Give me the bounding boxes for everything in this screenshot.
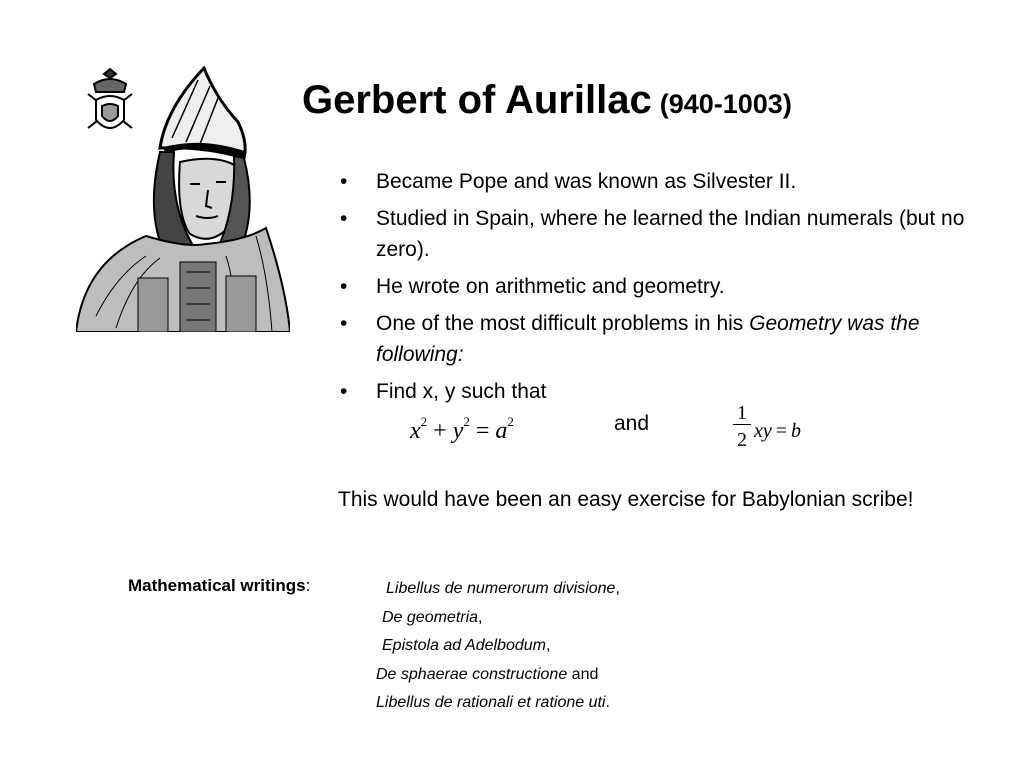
- work-suffix: and: [567, 666, 599, 683]
- work-item: [376, 666, 598, 684]
- work-item: [386, 580, 620, 598]
- bullet-text: Studied in Spain, where he learned the Indian numerals (but no zero).: [376, 207, 965, 261]
- eq-var-xy: xy: [754, 420, 772, 442]
- bullet-item: [338, 166, 978, 197]
- eq-plus: +: [433, 418, 447, 444]
- bullet-icon: •: [340, 312, 348, 335]
- slide-title: [302, 78, 792, 123]
- bullet-text: He wrote on arithmetic and geometry.: [376, 275, 725, 298]
- bullet-item: [338, 376, 978, 407]
- work-item: [382, 609, 483, 627]
- work-title: Epistola ad Adelbodum: [382, 637, 546, 654]
- work-title: Libellus de rationali et ratione uti: [376, 694, 606, 711]
- eq-var-y: y: [452, 418, 464, 444]
- title-years: (940-1003): [659, 89, 792, 119]
- babylonian-note: This would have been an easy exercise for Babylonian scribe!: [338, 488, 914, 511]
- work-item: [382, 637, 550, 655]
- eq-exponent: 2: [420, 414, 428, 429]
- equation-circle: [410, 414, 514, 445]
- eq-equals: =: [775, 420, 788, 442]
- work-suffix: ,: [615, 580, 620, 597]
- bullet-icon: •: [340, 207, 348, 230]
- bullet-icon: •: [340, 275, 348, 298]
- bullet-item: [338, 308, 978, 370]
- equation-fraction: [733, 402, 751, 451]
- work-suffix: ,: [478, 609, 483, 626]
- bullet-text: One of the most difficult problems in his: [376, 312, 750, 335]
- work-suffix: ,: [545, 637, 551, 654]
- eq-var-a: a: [495, 418, 508, 444]
- bullet-italic-text: Geometry was the following:: [376, 312, 920, 366]
- bullet-list: [338, 166, 978, 413]
- portrait-engraving: [76, 66, 290, 332]
- papal-arms-icon: [88, 69, 132, 128]
- and-text: and: [614, 412, 650, 435]
- bullet-icon: •: [340, 380, 348, 403]
- work-title: Libellus de numerorum divisione: [386, 580, 616, 597]
- eq-exponent: 2: [507, 414, 514, 429]
- writings-colon: :: [305, 576, 311, 595]
- bullet-text: Became Pope and was known as Silvester II.: [376, 170, 797, 193]
- bullet-item: [338, 203, 978, 265]
- work-item: [376, 694, 610, 712]
- eq-equals: =: [475, 418, 490, 444]
- fraction-denominator: 2: [737, 429, 747, 451]
- fraction-numerator: 1: [733, 402, 751, 425]
- eq-exponent: 2: [463, 414, 470, 429]
- equation-area: [754, 420, 801, 443]
- work-title: De sphaerae constructione: [376, 666, 568, 683]
- work-title: De geometria: [382, 609, 479, 626]
- writings-heading: Mathematical writings: [128, 576, 306, 595]
- bullet-item: [338, 271, 978, 302]
- eq-var-b: b: [791, 420, 802, 442]
- writings-label: [128, 576, 310, 596]
- title-text: Gerbert of Aurillac: [302, 78, 652, 122]
- bullet-text: Find x, y such that: [376, 380, 547, 403]
- bullet-icon: •: [340, 170, 348, 193]
- work-suffix: .: [605, 694, 610, 711]
- eq-var-x: x: [410, 418, 421, 444]
